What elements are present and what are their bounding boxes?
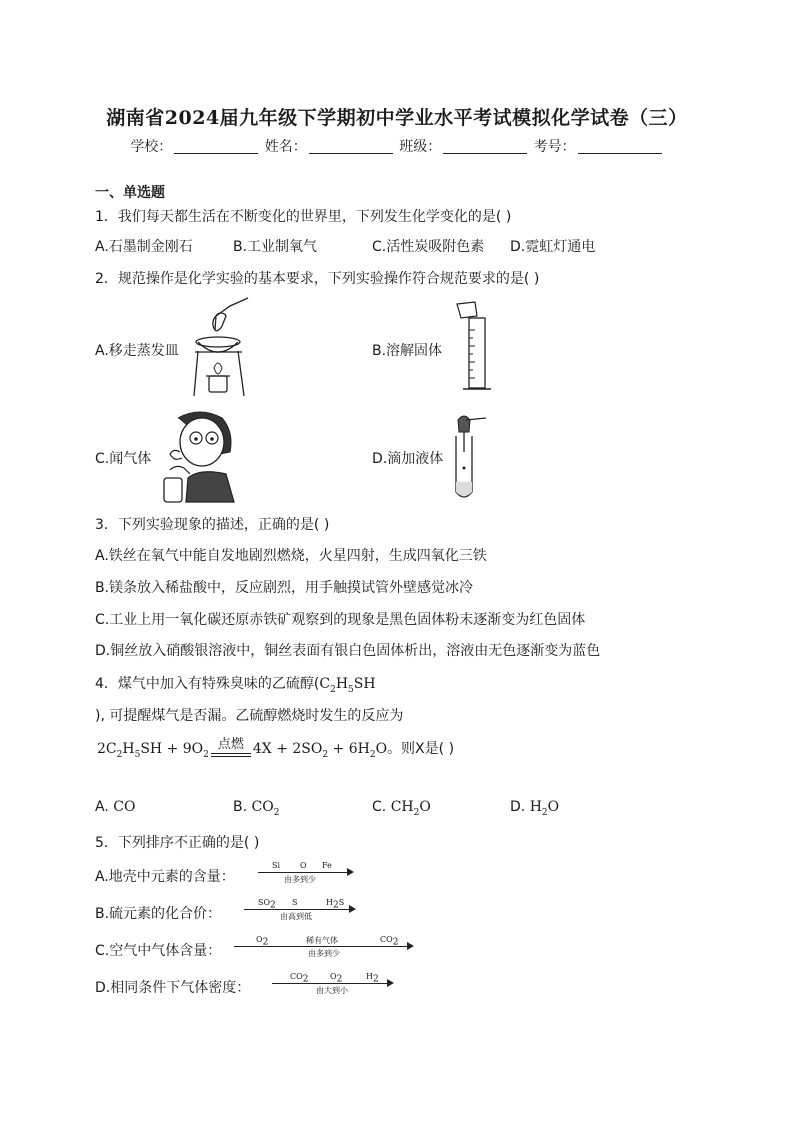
school-label: 学校： [130, 139, 173, 155]
dropper-test-tube-figure [452, 412, 488, 502]
q1-option-b: B.工业制氧气 [233, 239, 318, 255]
order-label: 由高到低 [280, 912, 312, 921]
q4-option-d: D. $H_2O$ [510, 799, 560, 818]
order-label: 由大到小 [316, 986, 348, 995]
q5-option-d: D.相同条件下气体密度： [95, 980, 251, 996]
q4-tail: 。则X是( ) [387, 741, 455, 757]
arrow-head [387, 979, 394, 987]
name-blank[interactable] [309, 139, 393, 154]
q1-option-d: D.霓虹灯通电 [510, 239, 596, 255]
item-noble-gas: 稀有气体 [306, 936, 338, 945]
item-s: S [292, 898, 298, 907]
q1-option-c: C.活性炭吸附色素 [372, 239, 485, 255]
q5-option-b: B.硫元素的化合价： [95, 906, 222, 922]
arrow-head [349, 905, 356, 913]
q2-stem: 2．规范操作是化学实验的基本要求，下列实验操作符合规范要求的是( ) [95, 271, 540, 287]
item-o2: $O_2$ [330, 972, 343, 985]
item-so2: $SO_2$ [258, 898, 276, 911]
q5-c-arrow [234, 935, 416, 959]
arrow-shaft [258, 872, 348, 873]
class-blank[interactable] [443, 139, 527, 154]
q4-stem-part1 [95, 673, 376, 695]
evaporating-dish-figure [190, 296, 252, 400]
q4-option-a: A. CO [95, 799, 136, 815]
q4-option-c: C. $CH_2O$ [372, 799, 431, 818]
number-label: 考号： [533, 139, 576, 155]
equation-double-line [211, 753, 251, 757]
item-fe: Fe [322, 861, 332, 870]
q4-option-b: B. $CO_2$ [233, 799, 280, 818]
q3-option-d: D.铜丝放入硝酸银溶液中，铜丝表面有银白色固体析出，溶液由无色逐渐变为蓝色 [95, 643, 601, 659]
q5-d-arrow [272, 972, 396, 996]
school-blank[interactable] [174, 139, 258, 154]
item-co2: $CO_2$ [380, 935, 399, 948]
q3-option-a: A.铁丝在氧气中能自发地剧烈燃烧，火星四射，生成四氧化三铁 [95, 548, 487, 564]
section-heading: 一、单选题 [95, 185, 165, 201]
arrow-head [407, 942, 414, 950]
equation-reactants: $2C_2H_5SH + 9O_2$ [97, 741, 209, 760]
q2-option-b: B.溶解固体 [372, 343, 443, 359]
arrow-shaft [234, 946, 408, 947]
order-label: 由多到少 [284, 875, 316, 884]
student-info-line [0, 136, 794, 156]
arrow-shaft [244, 909, 350, 910]
exam-title: 湖南省2024届九年级下学期初中学业水平考试模拟化学试卷（三） [106, 107, 688, 129]
q3-stem: 3．下列实验现象的描述，正确的是( ) [95, 517, 330, 533]
item-h2s: $H_2S$ [326, 898, 345, 911]
q2-option-c: C.闻气体 [95, 451, 152, 467]
number-blank[interactable] [578, 139, 662, 154]
ethanethiol-formula: $C_2H_5SH$ [319, 676, 376, 695]
equation-products: $4X + 2SO_2 + 6H_2O$ [252, 741, 388, 760]
item-h2: $H_2$ [366, 972, 379, 985]
q4-stem-text: 4．煤气中加入有特殊臭味的乙硫醇( [95, 676, 320, 692]
q5-a-arrow [258, 861, 354, 885]
q2-option-d: D.滴加液体 [372, 451, 444, 467]
class-label: 班级： [399, 139, 442, 155]
item-o2: $O_2$ [256, 935, 269, 948]
graduated-cylinder-figure [455, 300, 495, 395]
item-si: Si [272, 861, 281, 870]
q5-stem: 5．下列排序不正确的是( ) [95, 835, 260, 851]
q1-option-a: A.石墨制金刚石 [95, 239, 193, 255]
item-co2: $CO_2$ [290, 972, 309, 985]
item-o: O [300, 861, 307, 870]
arrow-shaft [272, 983, 388, 984]
q4-equation [97, 738, 454, 760]
q4-stem-part2: ), 可提醒煤气是否漏。乙硫醇燃烧时发生的反应为 [95, 708, 404, 724]
q5-b-arrow [244, 898, 358, 922]
q5-option-a: A.地壳中元素的含量： [95, 869, 235, 885]
condition-label: 点燃 [217, 737, 244, 752]
q1-stem: 1．我们每天都生活在不断变化的世界里，下列发生化学变化的是( ) [95, 209, 512, 225]
smelling-gas-figure [160, 408, 236, 504]
q3-option-c: C.工业上用一氧化碳还原赤铁矿观察到的现象是黑色固体粉末逐渐变为红色固体 [95, 612, 586, 628]
order-label: 由多到少 [308, 949, 340, 958]
q5-option-c: C.空气中气体含量： [95, 943, 222, 959]
name-label: 姓名： [264, 139, 307, 155]
arrow-head [347, 868, 354, 876]
equation-condition [211, 738, 251, 757]
q3-option-b: B.镁条放入稀盐酸中，反应剧烈，用手触摸试管外壁感觉冰冷 [95, 580, 474, 596]
q2-option-a: A.移走蒸发皿 [95, 343, 179, 359]
